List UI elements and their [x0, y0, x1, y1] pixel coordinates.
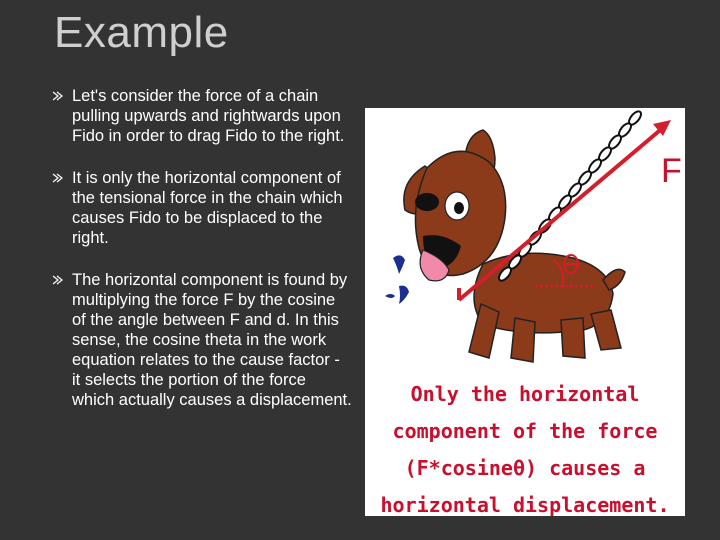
fido-illustration [365, 108, 685, 516]
bullet-arrow-icon [52, 275, 64, 285]
slide-title: Example [54, 8, 229, 57]
bullet-text: Let's consider the force of a chain pulling upwards and rightwards upon Fido in order to drag Fido to the right. [72, 87, 345, 145]
bullet-item [52, 168, 352, 248]
figure-caption [365, 376, 685, 516]
sweat-drop-icon [385, 286, 409, 304]
force-label: F [661, 152, 682, 190]
caption-line: horizontal displacement. [380, 493, 670, 516]
bullet-text: The horizontal component is found by multiplying the force F by the cosine of the angle between F and d. In this sense, the cosine theta in the work equation relates to the cause factor - it selects the portion of the force which actually causes a displacement. [72, 271, 352, 409]
bullet-arrow-icon [52, 173, 64, 183]
caption-line: component of the force [392, 419, 658, 443]
caption-line: Only the horizontal [410, 382, 640, 406]
bullet-item [52, 86, 352, 146]
dog-nose [415, 193, 439, 211]
dog-drawing [365, 108, 685, 378]
caption-line: (F*cosineθ) causes a [404, 456, 646, 480]
bullet-item [52, 270, 352, 410]
sweat-drop-icon [393, 255, 405, 274]
bullet-list [52, 86, 352, 432]
bullet-text: It is only the horizontal component of the tensional force in the chain which causes Fido to be displaced to the right. [72, 169, 343, 247]
bullet-arrow-icon [52, 91, 64, 101]
